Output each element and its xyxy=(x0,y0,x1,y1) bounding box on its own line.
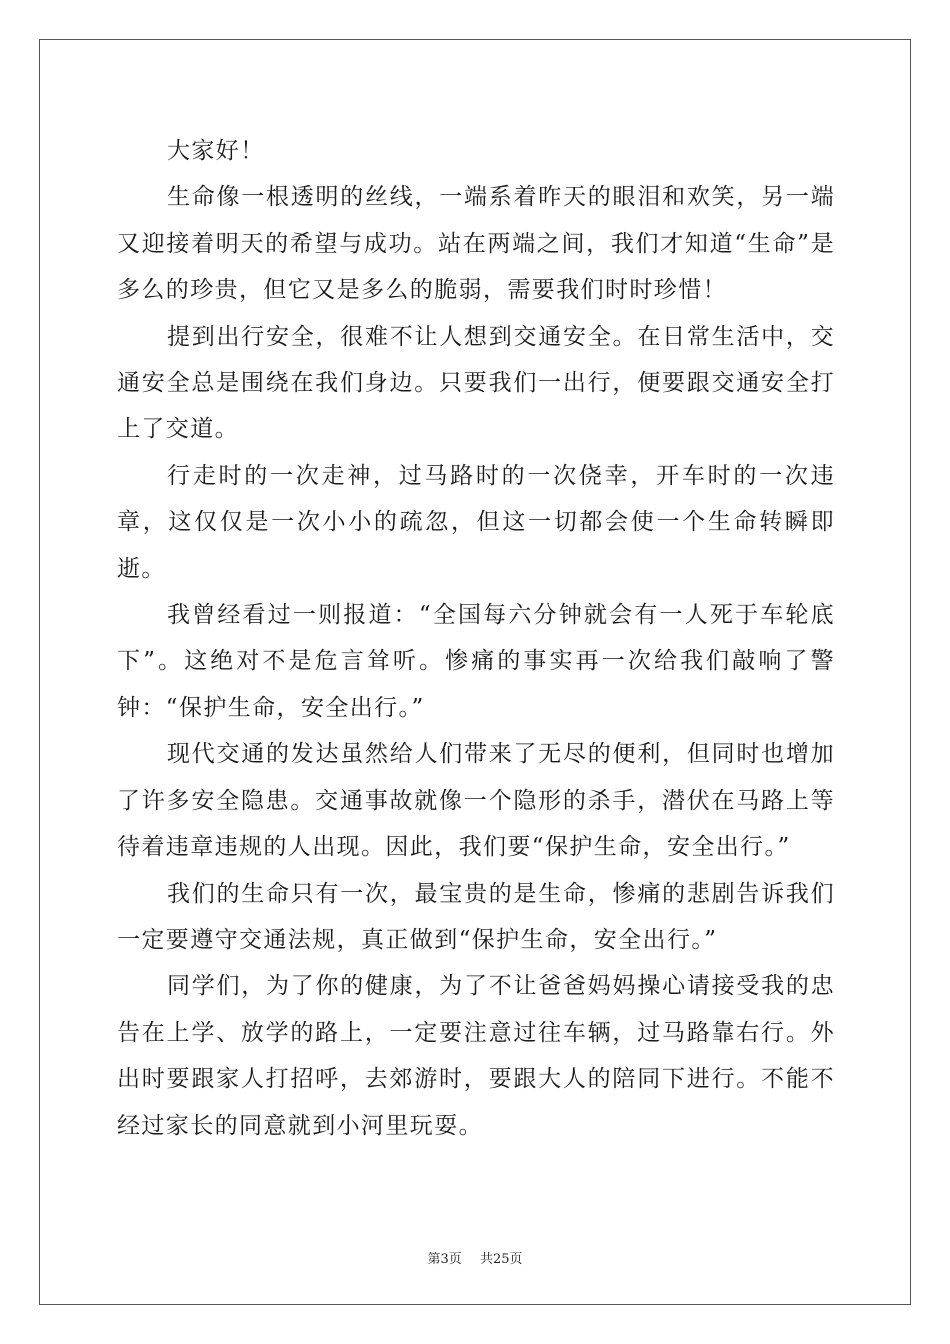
paragraph-life-thread: 生命像一根透明的丝线，一端系着昨天的眼泪和欢笑，另一端又迎接着明天的希望与成功。站在两端之间，我们才知道“生命”是多么的珍贵，但它又是多么的脆弱，需要我们时时珍惜！ xyxy=(117,184,835,304)
paragraph-report: 我曾经看过一则报道：“全国每六分钟就会有一人死于车轮底下”。这绝对不是危言耸听。惨痛的事实再一次给我们敲响了警钟：“保护生命，安全出行。” xyxy=(117,602,835,721)
paragraph-greeting: 大家好！ xyxy=(167,138,265,164)
page-number: 第3页 xyxy=(427,1252,462,1267)
paragraph-one-life: 我们的生命只有一次，最宝贵的是生命，惨痛的悲剧告诉我们一定要遵守交通法规，真正做到“保护生命，安全出行。” xyxy=(117,880,835,953)
paragraph-travel-safety: 提到出行安全，很难不让人想到交通安全。在日常生活中，交通安全总是围绕在我们身边。只要我们一出行，便要跟交通安全打上了交道。 xyxy=(117,323,835,443)
page-footer xyxy=(0,1248,950,1267)
paragraph-carelessness: 行走时的一次走神，过马路时的一次侥幸，开车时的一次违章，这仅仅是一次小小的疏忽，但这一切都会使一个生命转瞬即逝。 xyxy=(117,462,835,582)
document-body xyxy=(117,128,835,1149)
paragraph-advice: 同学们，为了你的健康，为了不让爸爸妈妈操心请接受我的忠告在上学、放学的路上，一定要注意过往车辆，过马路靠右行。外出时要跟家人打招呼，去郊游时，要跟大人的陪同下进行。不能不经过家长的同意就到小河里玩耍。 xyxy=(117,973,835,1139)
page-total: 共25页 xyxy=(479,1252,523,1267)
paragraph-modern-traffic: 现代交通的发达虽然给人们带来了无尽的便利，但同时也增加了许多安全隐患。交通事故就像一个隐形的杀手，潜伏在马路上等待着违章违规的人出现。因此，我们要“保护生命，安全出行。” xyxy=(117,741,835,861)
